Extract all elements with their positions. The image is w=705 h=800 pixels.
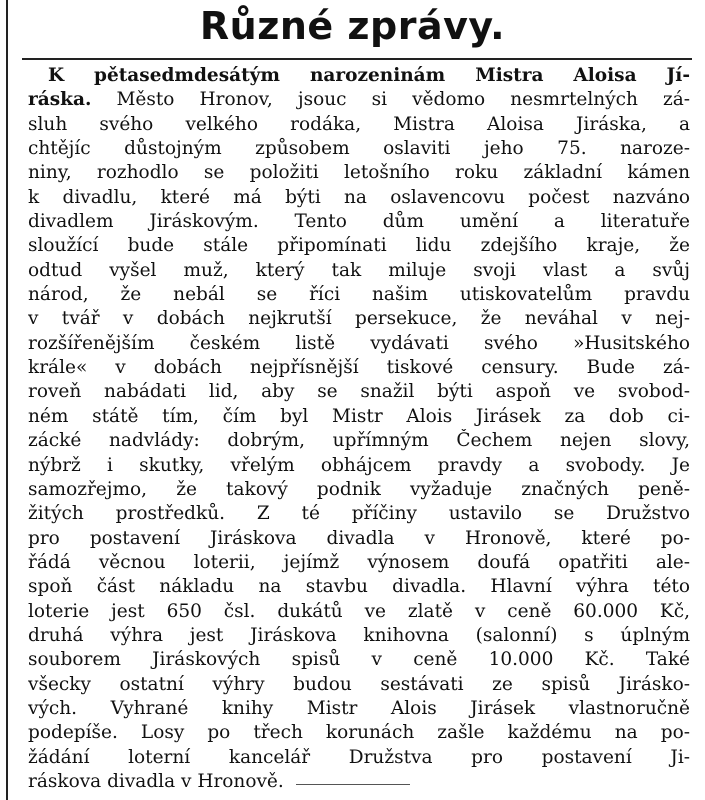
end-rule xyxy=(296,784,410,785)
article-text: druhá výhra jest Jiráskova knihovna (salonní) s úplným xyxy=(28,624,690,646)
article-line xyxy=(28,234,690,258)
heading-rule xyxy=(22,58,692,60)
article-line xyxy=(28,721,690,745)
article-text: v tvář v dobách nejkrutší persekuce, že neváhal v nej- xyxy=(28,308,690,330)
article-text: národ, že nebál se říci našim utiskovatelům pravdu xyxy=(28,284,690,306)
article-text: samozřejmo, že takový podnik vyžaduje značných peně- xyxy=(28,478,690,500)
article-line xyxy=(28,380,690,404)
article-text: zácké nadvlády: dobrým, upřímným Čechem nejen slovy, xyxy=(28,430,690,452)
article-text: divadlem Jiráskovým. Tento dům umění a literatuře xyxy=(28,211,690,233)
article-text: sluh svého velkého rodáka, Mistra Aloisa Jiráska, a xyxy=(28,113,690,135)
article-line xyxy=(28,527,690,551)
article-line xyxy=(28,429,690,453)
article-text: chtějíc důstojným způsobem oslaviti jeho 75. naroze- xyxy=(28,138,690,160)
article-text: žádání loterní kancelář Družstva pro postavení Ji- xyxy=(28,746,690,768)
article-text: nýbrž i skutky, vřelým obhájcem pravdy a svobody. Je xyxy=(28,454,690,476)
article-line xyxy=(28,113,690,137)
article-text: roveň nabádati lid, aby se snažil býti aspoň ve svobod- xyxy=(28,381,690,403)
article-line xyxy=(28,307,690,331)
article-line xyxy=(28,210,690,234)
article-text: sloužící bude stále připomínati lidu zdejšího kraje, že xyxy=(28,235,690,257)
article-line xyxy=(28,356,690,380)
article-line xyxy=(28,137,690,161)
article-body xyxy=(28,64,690,794)
article-text: pro postavení Jiráskova divadla v Hronově, které po- xyxy=(28,527,690,549)
article-line xyxy=(28,673,690,697)
article-text: k divadlu, které má býti na oslavencovu počest nazváno xyxy=(28,186,690,208)
article-text: ném státě tím, čím byl Mistr Alois Jirásek za dob ci- xyxy=(28,405,690,427)
article-line xyxy=(28,454,690,478)
article-line xyxy=(28,64,690,88)
section-heading: Různé zprávy. xyxy=(199,4,506,48)
article-text: Město Hronov, jsouc si vědomo nesmrtelných zá- xyxy=(91,89,690,111)
article-line xyxy=(28,88,690,112)
article-line xyxy=(28,259,690,283)
article-line xyxy=(28,405,690,429)
article-line xyxy=(28,575,690,599)
article-text: řádá věcnou loterii, jejímž výnosem doufá opatřiti ale- xyxy=(28,551,690,573)
article-line xyxy=(28,551,690,575)
article-text: podepíše. Losy po třech korunách zašle každému na po- xyxy=(28,722,690,744)
article-text: niny, rozhodlo se položiti letošního roku základní kámen xyxy=(28,162,690,184)
article-lead: ráska. xyxy=(28,89,92,111)
column-rule xyxy=(6,0,8,800)
article-text: všecky ostatní výhry budou sestávati ze spisů Jirásko- xyxy=(28,673,690,695)
article-lead: K pětasedmdesátým narozeninám Mistra Aloisa Jí- xyxy=(48,65,690,86)
article-text: ráskova divadla v Hronově. xyxy=(28,770,284,792)
article-text: spoň část nákladu na stavbu divadla. Hlavní výhra této xyxy=(28,576,690,598)
article-text: krále« v dobách nejpřísnější tiskové censury. Bude zá- xyxy=(28,357,690,379)
article-line xyxy=(28,283,690,307)
article-text: rozšířenějším českém listě vydávati svého »Husitského xyxy=(28,332,690,354)
article-text: vých. Vyhrané knihy Mistr Alois Jirásek vlastnoručně xyxy=(28,697,690,719)
article-line xyxy=(28,600,690,624)
article-line xyxy=(28,770,690,794)
article-line xyxy=(28,648,690,672)
article-line xyxy=(28,161,690,185)
article-line xyxy=(28,624,690,648)
article-text: odtud vyšel muž, který tak miluje svoji vlast a svůj xyxy=(28,259,690,281)
article-line xyxy=(28,186,690,210)
article-line xyxy=(28,697,690,721)
article-text: souborem Jiráskových spisů v ceně 10.000 Kč. Také xyxy=(28,649,690,671)
article-line xyxy=(28,478,690,502)
article-text: loterie jest 650 čsl. dukátů ve zlatě v ceně 60.000 Kč, xyxy=(28,600,690,622)
article-line xyxy=(28,746,690,770)
article-text: žitých prostředků. Z té příčiny ustavilo se Družstvo xyxy=(28,503,690,525)
article-line xyxy=(28,332,690,356)
article-line xyxy=(28,502,690,526)
